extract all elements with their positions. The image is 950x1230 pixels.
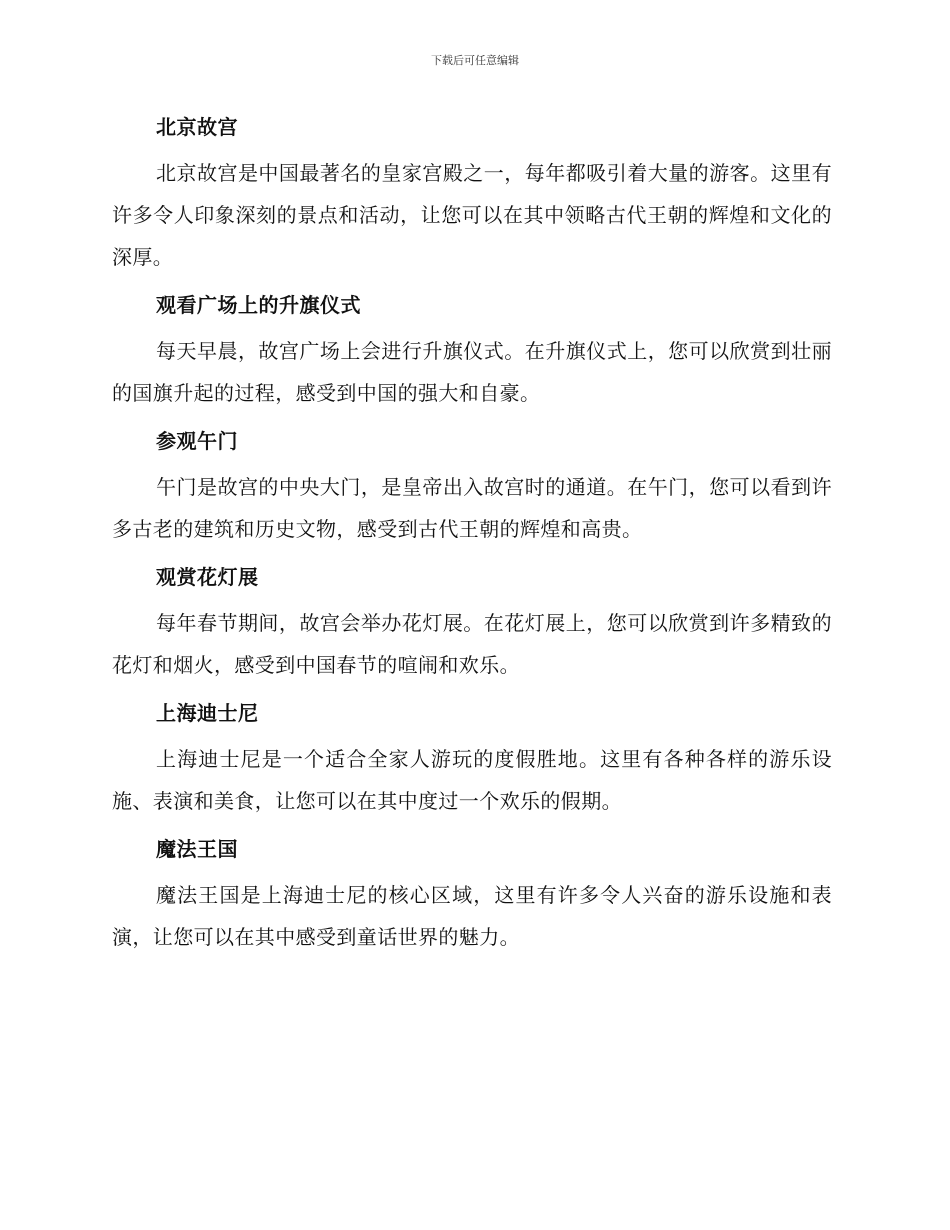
header-note: 下载后可任意编辑 <box>431 54 519 67</box>
section-body: 魔法王国是上海迪士尼的核心区域，这里有许多令人兴奋的游乐设施和表演，让您可以在其中感受到童话世界的魅力。 <box>112 883 832 949</box>
section-body: 每年春节期间，故宫会举办花灯展。在花灯展上，您可以欣赏到许多精致的花灯和烟火，感受到中国春节的喧闹和欢乐。 <box>112 611 832 677</box>
section-heading: 上海迪士尼 <box>156 701 259 725</box>
section-magic-kingdom <box>112 830 832 958</box>
section-heading: 参观午门 <box>156 429 238 453</box>
section-body: 北京故宫是中国最著名的皇家宫殿之一，每年都吸引着大量的游客。这里有许多令人印象深刻的景点和活动，让您可以在其中领略古代王朝的辉煌和文化的深厚。 <box>112 161 832 269</box>
section-body: 上海迪士尼是一个适合全家人游玩的度假胜地。这里有各种各样的游乐设施、表演和美食，让您可以在其中度过一个欢乐的假期。 <box>112 747 832 813</box>
section-lantern-show <box>112 558 832 686</box>
section-body: 午门是故宫的中央大门，是皇帝出入故宫时的通道。在午门，您可以看到许多古老的建筑和历史文物，感受到古代王朝的辉煌和高贵。 <box>112 475 832 541</box>
section-heading: 观看广场上的升旗仪式 <box>156 293 361 317</box>
document-content <box>112 108 832 966</box>
section-heading: 北京故宫 <box>156 115 238 139</box>
section-shanghai-disney <box>112 694 832 822</box>
section-body: 每天早晨，故宫广场上会进行升旗仪式。在升旗仪式上，您可以欣赏到壮丽的国旗升起的过程，感受到中国的强大和自豪。 <box>112 339 832 405</box>
section-beijing-palace <box>112 108 832 278</box>
section-meridian-gate <box>112 422 832 550</box>
section-heading: 魔法王国 <box>156 837 238 861</box>
section-flag-ceremony <box>112 286 832 414</box>
section-heading: 观赏花灯展 <box>156 565 259 589</box>
